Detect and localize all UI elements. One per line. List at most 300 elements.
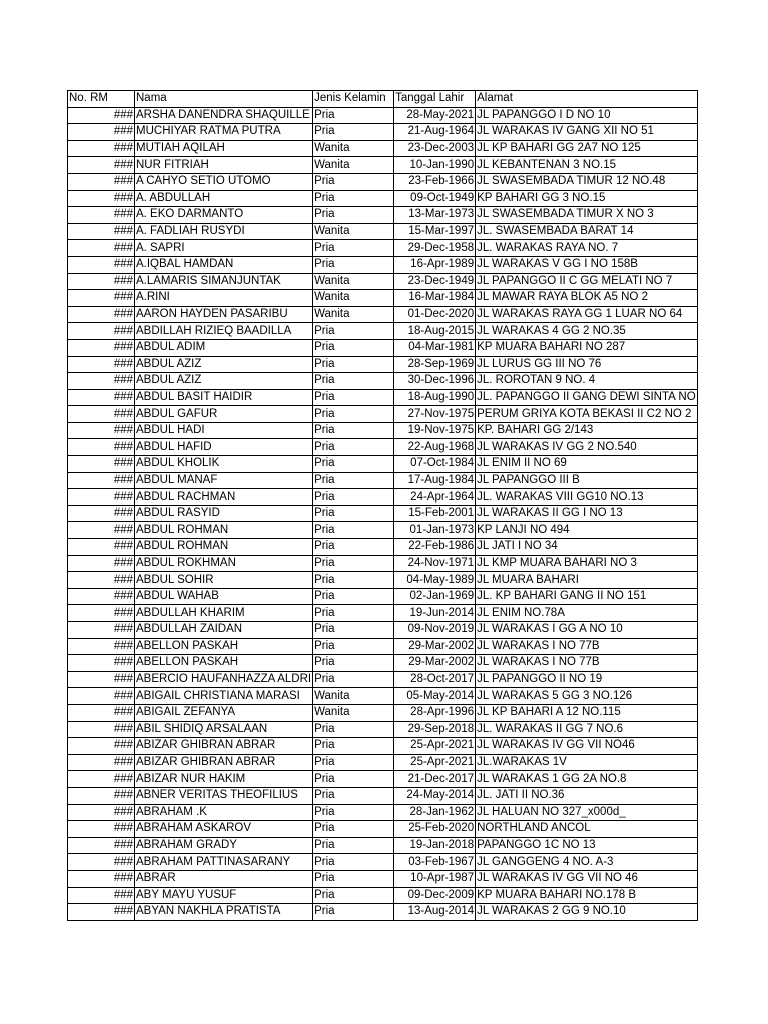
table-row [68, 472, 698, 489]
cell-jenis-kelamin: Pria [313, 439, 394, 456]
cell-jenis-kelamin: Wanita [313, 704, 394, 721]
cell-tanggal-lahir: 16-Mar-1984 [394, 290, 476, 307]
cell-no-rm: ### [68, 555, 135, 572]
cell-tanggal-lahir: 24-Apr-1964 [394, 489, 476, 506]
cell-alamat: JL HALUAN NO 327_x000d_ [476, 804, 698, 821]
cell-alamat: KP LANJI NO 494 [476, 522, 698, 539]
cell-nama: AARON HAYDEN PASARIBU [135, 306, 313, 323]
cell-no-rm: ### [68, 804, 135, 821]
cell-tanggal-lahir: 28-Apr-1996 [394, 704, 476, 721]
table-row [68, 522, 698, 539]
cell-tanggal-lahir: 10-Apr-1987 [394, 870, 476, 887]
table-row [68, 704, 698, 721]
table-row [68, 870, 698, 887]
table-row [68, 638, 698, 655]
table-row [68, 406, 698, 423]
cell-nama: NUR FITRIAH [135, 157, 313, 174]
cell-tanggal-lahir: 29-Mar-2002 [394, 655, 476, 672]
cell-no-rm: ### [68, 588, 135, 605]
cell-jenis-kelamin: Pria [313, 539, 394, 556]
cell-alamat: JL JATI I NO 34 [476, 539, 698, 556]
cell-tanggal-lahir: 21-Dec-2017 [394, 771, 476, 788]
cell-alamat: JL SWASEMBADA TIMUR X NO 3 [476, 207, 698, 224]
cell-nama: ABDUL SOHIR [135, 572, 313, 589]
cell-nama: A. ABDULLAH [135, 190, 313, 207]
cell-tanggal-lahir: 02-Jan-1969 [394, 588, 476, 605]
cell-no-rm: ### [68, 854, 135, 871]
cell-no-rm: ### [68, 140, 135, 157]
table-row [68, 655, 698, 672]
cell-tanggal-lahir: 22-Feb-1986 [394, 539, 476, 556]
cell-no-rm: ### [68, 373, 135, 390]
cell-jenis-kelamin: Wanita [313, 157, 394, 174]
table-row [68, 124, 698, 141]
cell-alamat: JL PAPANGGO I D NO 10 [476, 107, 698, 124]
table-row [68, 688, 698, 705]
table-row [68, 489, 698, 506]
table-row [68, 273, 698, 290]
cell-alamat: JL KMP MUARA BAHARI NO 3 [476, 555, 698, 572]
table-row [68, 157, 698, 174]
cell-alamat: JL. PAPANGGO II GANG DEWI SINTA NO [476, 389, 698, 406]
cell-no-rm: ### [68, 688, 135, 705]
cell-no-rm: ### [68, 306, 135, 323]
cell-nama: ABIL SHIDIQ ARSALAAN [135, 721, 313, 738]
cell-nama: ABY MAYU YUSUF [135, 887, 313, 904]
cell-nama: ABIGAIL CHRISTIANA MARASI [135, 688, 313, 705]
cell-tanggal-lahir: 15-Mar-1997 [394, 223, 476, 240]
cell-alamat: JL ENIM NO.78A [476, 605, 698, 622]
cell-tanggal-lahir: 09-Oct-1949 [394, 190, 476, 207]
cell-nama: ABDUL ADIM [135, 339, 313, 356]
cell-jenis-kelamin: Pria [313, 638, 394, 655]
cell-alamat: JL WARAKAS I NO 77B [476, 638, 698, 655]
cell-no-rm: ### [68, 124, 135, 141]
cell-no-rm: ### [68, 771, 135, 788]
cell-alamat: JL WARAKAS IV GG 2 NO.540 [476, 439, 698, 456]
cell-jenis-kelamin: Pria [313, 107, 394, 124]
cell-no-rm: ### [68, 638, 135, 655]
cell-jenis-kelamin: Wanita [313, 290, 394, 307]
cell-tanggal-lahir: 19-Nov-1975 [394, 422, 476, 439]
table-row [68, 671, 698, 688]
cell-jenis-kelamin: Pria [313, 622, 394, 639]
cell-jenis-kelamin: Pria [313, 837, 394, 854]
cell-jenis-kelamin: Pria [313, 373, 394, 390]
cell-tanggal-lahir: 18-Aug-2015 [394, 323, 476, 340]
table-row [68, 887, 698, 904]
table-row [68, 771, 698, 788]
cell-jenis-kelamin: Pria [313, 472, 394, 489]
cell-alamat: JL WARAKAS IV GG VII NO 46 [476, 870, 698, 887]
cell-alamat: JL.WARAKAS 1V [476, 754, 698, 771]
table-row [68, 290, 698, 307]
cell-no-rm: ### [68, 738, 135, 755]
cell-nama: ABRAR [135, 870, 313, 887]
cell-no-rm: ### [68, 339, 135, 356]
cell-tanggal-lahir: 28-May-2021 [394, 107, 476, 124]
cell-tanggal-lahir: 10-Jan-1990 [394, 157, 476, 174]
cell-nama: ABDUL MANAF [135, 472, 313, 489]
cell-jenis-kelamin: Pria [313, 804, 394, 821]
table-row [68, 622, 698, 639]
cell-alamat: JL GANGGENG 4 NO. A-3 [476, 854, 698, 871]
cell-alamat: KP MUARA BAHARI NO.178 B [476, 887, 698, 904]
cell-no-rm: ### [68, 273, 135, 290]
cell-no-rm: ### [68, 107, 135, 124]
cell-no-rm: ### [68, 787, 135, 804]
cell-jenis-kelamin: Wanita [313, 223, 394, 240]
table-row [68, 837, 698, 854]
table-row [68, 555, 698, 572]
cell-no-rm: ### [68, 572, 135, 589]
table-row [68, 821, 698, 838]
cell-jenis-kelamin: Wanita [313, 140, 394, 157]
cell-alamat: KP BAHARI GG 3 NO.15 [476, 190, 698, 207]
cell-alamat: JL PAPANGGO II C GG MELATI NO 7 [476, 273, 698, 290]
cell-no-rm: ### [68, 472, 135, 489]
cell-nama: ABDUL RACHMAN [135, 489, 313, 506]
cell-jenis-kelamin: Wanita [313, 306, 394, 323]
cell-no-rm: ### [68, 439, 135, 456]
cell-jenis-kelamin: Pria [313, 605, 394, 622]
table-row [68, 787, 698, 804]
cell-nama: A.RINI [135, 290, 313, 307]
cell-nama: ABIZAR GHIBRAN ABRAR [135, 754, 313, 771]
cell-tanggal-lahir: 01-Jan-1973 [394, 522, 476, 539]
cell-no-rm: ### [68, 622, 135, 639]
cell-alamat: JL WARAKAS V GG I NO 158B [476, 256, 698, 273]
cell-alamat: JL PAPANGGO II NO 19 [476, 671, 698, 688]
cell-tanggal-lahir: 28-Oct-2017 [394, 671, 476, 688]
cell-jenis-kelamin: Pria [313, 323, 394, 340]
cell-jenis-kelamin: Pria [313, 887, 394, 904]
cell-alamat: JL LURUS GG III NO 76 [476, 356, 698, 373]
cell-alamat: JL KEBANTENAN 3 NO.15 [476, 157, 698, 174]
cell-tanggal-lahir: 29-Sep-2018 [394, 721, 476, 738]
cell-jenis-kelamin: Pria [313, 339, 394, 356]
cell-tanggal-lahir: 05-May-2014 [394, 688, 476, 705]
cell-tanggal-lahir: 15-Feb-2001 [394, 505, 476, 522]
cell-tanggal-lahir: 29-Dec-1958 [394, 240, 476, 257]
cell-alamat: JL WARAKAS 4 GG 2 NO.35 [476, 323, 698, 340]
cell-nama: ABDUL AZIZ [135, 356, 313, 373]
cell-jenis-kelamin: Pria [313, 904, 394, 921]
cell-alamat: JL WARAKAS IV GANG XII NO 51 [476, 124, 698, 141]
cell-nama: ABIGAIL ZEFANYA [135, 704, 313, 721]
cell-nama: ABRAHAM PATTINASARANY [135, 854, 313, 871]
cell-no-rm: ### [68, 240, 135, 257]
cell-nama: ABDUL BASIT HAIDIR [135, 389, 313, 406]
table-row [68, 804, 698, 821]
cell-tanggal-lahir: 09-Nov-2019 [394, 622, 476, 639]
cell-nama: A. FADLIAH RUSYDI [135, 223, 313, 240]
patient-table [67, 90, 698, 921]
cell-alamat: JL SWASEMBADA TIMUR 12 NO.48 [476, 173, 698, 190]
cell-nama: ABDUL AZIZ [135, 373, 313, 390]
cell-tanggal-lahir: 17-Aug-1984 [394, 472, 476, 489]
column-header-jenis-kelamin: Jenis Kelamin [313, 91, 394, 108]
cell-jenis-kelamin: Pria [313, 256, 394, 273]
cell-nama: ABDUL ROHMAN [135, 522, 313, 539]
cell-tanggal-lahir: 24-Nov-1971 [394, 555, 476, 572]
cell-nama: ABDUL HAFID [135, 439, 313, 456]
cell-alamat: JL. KP BAHARI GANG II NO 151 [476, 588, 698, 605]
cell-jenis-kelamin: Pria [313, 787, 394, 804]
cell-alamat: JL WARAKAS 1 GG 2A NO.8 [476, 771, 698, 788]
cell-jenis-kelamin: Pria [313, 754, 394, 771]
column-header-alamat: Alamat [476, 91, 698, 108]
cell-alamat: NORTHLAND ANCOL [476, 821, 698, 838]
cell-no-rm: ### [68, 456, 135, 473]
cell-jenis-kelamin: Pria [313, 671, 394, 688]
cell-tanggal-lahir: 07-Oct-1984 [394, 456, 476, 473]
cell-nama: ABDILLAH RIZIEQ BAADILLA [135, 323, 313, 340]
table-row [68, 738, 698, 755]
cell-tanggal-lahir: 19-Jan-2018 [394, 837, 476, 854]
cell-jenis-kelamin: Pria [313, 721, 394, 738]
cell-tanggal-lahir: 23-Dec-1949 [394, 273, 476, 290]
cell-nama: ABNER VERITAS THEOFILIUS [135, 787, 313, 804]
cell-jenis-kelamin: Pria [313, 572, 394, 589]
cell-nama: ABERCIO HAUFANHAZZA ALDRI [135, 671, 313, 688]
cell-tanggal-lahir: 22-Aug-1968 [394, 439, 476, 456]
cell-tanggal-lahir: 27-Nov-1975 [394, 406, 476, 423]
cell-alamat: JL. WARAKAS II GG 7 NO.6 [476, 721, 698, 738]
cell-tanggal-lahir: 25-Feb-2020 [394, 821, 476, 838]
cell-tanggal-lahir: 28-Sep-1969 [394, 356, 476, 373]
column-header-no-rm: No. RM [68, 91, 135, 108]
cell-alamat: JL WARAKAS IV GG VII NO46 [476, 738, 698, 755]
table-row [68, 572, 698, 589]
cell-alamat: JL WARAKAS 5 GG 3 NO.126 [476, 688, 698, 705]
cell-tanggal-lahir: 01-Dec-2020 [394, 306, 476, 323]
cell-nama: ABDULLAH ZAIDAN [135, 622, 313, 639]
cell-jenis-kelamin: Pria [313, 505, 394, 522]
table-row [68, 173, 698, 190]
cell-alamat: KP. BAHARI GG 2/143 [476, 422, 698, 439]
cell-jenis-kelamin: Pria [313, 738, 394, 755]
cell-alamat: JL. SWASEMBADA BARAT 14 [476, 223, 698, 240]
cell-jenis-kelamin: Pria [313, 389, 394, 406]
cell-tanggal-lahir: 29-Mar-2002 [394, 638, 476, 655]
cell-jenis-kelamin: Wanita [313, 273, 394, 290]
cell-nama: A CAHYO SETIO UTOMO [135, 173, 313, 190]
cell-nama: ABELLON PASKAH [135, 655, 313, 672]
cell-no-rm: ### [68, 821, 135, 838]
table-row [68, 439, 698, 456]
table-row [68, 207, 698, 224]
table-row [68, 306, 698, 323]
table-row [68, 539, 698, 556]
cell-jenis-kelamin: Pria [313, 489, 394, 506]
table-row [68, 389, 698, 406]
table-row [68, 456, 698, 473]
cell-tanggal-lahir: 03-Feb-1967 [394, 854, 476, 871]
cell-no-rm: ### [68, 323, 135, 340]
cell-no-rm: ### [68, 721, 135, 738]
cell-jenis-kelamin: Pria [313, 173, 394, 190]
cell-tanggal-lahir: 23-Dec-2003 [394, 140, 476, 157]
cell-jenis-kelamin: Pria [313, 655, 394, 672]
cell-jenis-kelamin: Pria [313, 854, 394, 871]
cell-jenis-kelamin: Pria [313, 240, 394, 257]
cell-no-rm: ### [68, 389, 135, 406]
cell-alamat: JL. WARAKAS RAYA NO. 7 [476, 240, 698, 257]
cell-tanggal-lahir: 28-Jan-1962 [394, 804, 476, 821]
header-row [68, 91, 698, 108]
cell-alamat: JL MAWAR RAYA BLOK A5 NO 2 [476, 290, 698, 307]
cell-jenis-kelamin: Pria [313, 124, 394, 141]
cell-no-rm: ### [68, 522, 135, 539]
table-row [68, 323, 698, 340]
cell-alamat: JL KP BAHARI A 12 NO.115 [476, 704, 698, 721]
cell-alamat: KP MUARA BAHARI NO 287 [476, 339, 698, 356]
cell-alamat: JL WARAKAS 2 GG 9 NO.10 [476, 904, 698, 921]
cell-nama: A.LAMARIS SIMANJUNTAK [135, 273, 313, 290]
table-row [68, 422, 698, 439]
cell-tanggal-lahir: 23-Feb-1966 [394, 173, 476, 190]
cell-nama: ABDUL KHOLIK [135, 456, 313, 473]
cell-no-rm: ### [68, 605, 135, 622]
table-row [68, 721, 698, 738]
cell-jenis-kelamin: Pria [313, 456, 394, 473]
table-row [68, 223, 698, 240]
cell-tanggal-lahir: 13-Aug-2014 [394, 904, 476, 921]
cell-alamat: JL PAPANGGO III B [476, 472, 698, 489]
table-row [68, 588, 698, 605]
cell-nama: MUTIAH AQILAH [135, 140, 313, 157]
cell-alamat: JL WARAKAS I GG A NO 10 [476, 622, 698, 639]
cell-no-rm: ### [68, 190, 135, 207]
cell-no-rm: ### [68, 904, 135, 921]
cell-no-rm: ### [68, 173, 135, 190]
cell-nama: ABDUL ROHMAN [135, 539, 313, 556]
table-row [68, 505, 698, 522]
cell-alamat: JL MUARA BAHARI [476, 572, 698, 589]
table-row [68, 754, 698, 771]
cell-nama: ABRAHAM GRADY [135, 837, 313, 854]
cell-no-rm: ### [68, 671, 135, 688]
cell-alamat: JL ENIM II NO 69 [476, 456, 698, 473]
cell-alamat: PAPANGGO 1C NO 13 [476, 837, 698, 854]
table-row [68, 373, 698, 390]
cell-tanggal-lahir: 04-May-1989 [394, 572, 476, 589]
cell-jenis-kelamin: Pria [313, 406, 394, 423]
cell-nama: A. SAPRI [135, 240, 313, 257]
cell-no-rm: ### [68, 704, 135, 721]
cell-no-rm: ### [68, 406, 135, 423]
cell-no-rm: ### [68, 207, 135, 224]
table-row [68, 240, 698, 257]
cell-nama: ABDUL RASYID [135, 505, 313, 522]
cell-jenis-kelamin: Pria [313, 555, 394, 572]
cell-nama: ABELLON PASKAH [135, 638, 313, 655]
cell-tanggal-lahir: 16-Apr-1989 [394, 256, 476, 273]
cell-nama: A.IQBAL HAMDAN [135, 256, 313, 273]
cell-nama: ABDULLAH KHARIM [135, 605, 313, 622]
cell-alamat: JL. ROROTAN 9 NO. 4 [476, 373, 698, 390]
cell-jenis-kelamin: Wanita [313, 688, 394, 705]
cell-tanggal-lahir: 13-Mar-1973 [394, 207, 476, 224]
cell-no-rm: ### [68, 422, 135, 439]
table-row [68, 854, 698, 871]
table-row [68, 356, 698, 373]
cell-jenis-kelamin: Pria [313, 771, 394, 788]
cell-nama: ABRAHAM ASKAROV [135, 821, 313, 838]
cell-jenis-kelamin: Pria [313, 207, 394, 224]
cell-tanggal-lahir: 21-Aug-1964 [394, 124, 476, 141]
table-row [68, 605, 698, 622]
table-row [68, 107, 698, 124]
cell-tanggal-lahir: 18-Aug-1990 [394, 389, 476, 406]
cell-alamat: JL. WARAKAS VIII GG10 NO.13 [476, 489, 698, 506]
column-header-tanggal-lahir: Tanggal Lahir [394, 91, 476, 108]
cell-no-rm: ### [68, 356, 135, 373]
cell-no-rm: ### [68, 887, 135, 904]
cell-no-rm: ### [68, 223, 135, 240]
cell-nama: ABIZAR GHIBRAN ABRAR [135, 738, 313, 755]
table-row [68, 256, 698, 273]
cell-no-rm: ### [68, 256, 135, 273]
cell-no-rm: ### [68, 754, 135, 771]
cell-nama: ABYAN NAKHLA PRATISTA [135, 904, 313, 921]
cell-jenis-kelamin: Pria [313, 588, 394, 605]
cell-no-rm: ### [68, 290, 135, 307]
cell-tanggal-lahir: 04-Mar-1981 [394, 339, 476, 356]
table-row [68, 190, 698, 207]
cell-tanggal-lahir: 09-Dec-2009 [394, 887, 476, 904]
cell-nama: ABRAHAM .K [135, 804, 313, 821]
table-row [68, 140, 698, 157]
cell-jenis-kelamin: Pria [313, 190, 394, 207]
cell-no-rm: ### [68, 505, 135, 522]
cell-alamat: PERUM GRIYA KOTA BEKASI II C2 NO 2 [476, 406, 698, 423]
cell-alamat: JL WARAKAS RAYA GG 1 LUAR NO 64 [476, 306, 698, 323]
cell-nama: ABDUL GAFUR [135, 406, 313, 423]
cell-jenis-kelamin: Pria [313, 356, 394, 373]
cell-tanggal-lahir: 30-Dec-1996 [394, 373, 476, 390]
cell-no-rm: ### [68, 539, 135, 556]
cell-alamat: JL WARAKAS I NO 77B [476, 655, 698, 672]
cell-jenis-kelamin: Pria [313, 522, 394, 539]
table-row [68, 339, 698, 356]
cell-alamat: JL KP BAHARI GG 2A7 NO 125 [476, 140, 698, 157]
cell-no-rm: ### [68, 655, 135, 672]
cell-nama: ABIZAR NUR HAKIM [135, 771, 313, 788]
cell-tanggal-lahir: 25-Apr-2021 [394, 738, 476, 755]
cell-tanggal-lahir: 19-Jun-2014 [394, 605, 476, 622]
cell-jenis-kelamin: Pria [313, 821, 394, 838]
cell-nama: MUCHIYAR RATMA PUTRA [135, 124, 313, 141]
table-row [68, 904, 698, 921]
cell-alamat: JL. JATI II NO.36 [476, 787, 698, 804]
cell-nama: ABDUL ROKHMAN [135, 555, 313, 572]
cell-nama: ABDUL WAHAB [135, 588, 313, 605]
cell-no-rm: ### [68, 870, 135, 887]
cell-nama: ARSHA DANENDRA SHAQUILLE [135, 107, 313, 124]
cell-jenis-kelamin: Pria [313, 422, 394, 439]
cell-nama: ABDUL HADI [135, 422, 313, 439]
cell-tanggal-lahir: 25-Apr-2021 [394, 754, 476, 771]
cell-tanggal-lahir: 24-May-2014 [394, 787, 476, 804]
cell-no-rm: ### [68, 837, 135, 854]
cell-no-rm: ### [68, 489, 135, 506]
cell-alamat: JL WARAKAS II GG I NO 13 [476, 505, 698, 522]
cell-nama: A. EKO DARMANTO [135, 207, 313, 224]
column-header-nama: Nama [135, 91, 313, 108]
cell-jenis-kelamin: Pria [313, 870, 394, 887]
